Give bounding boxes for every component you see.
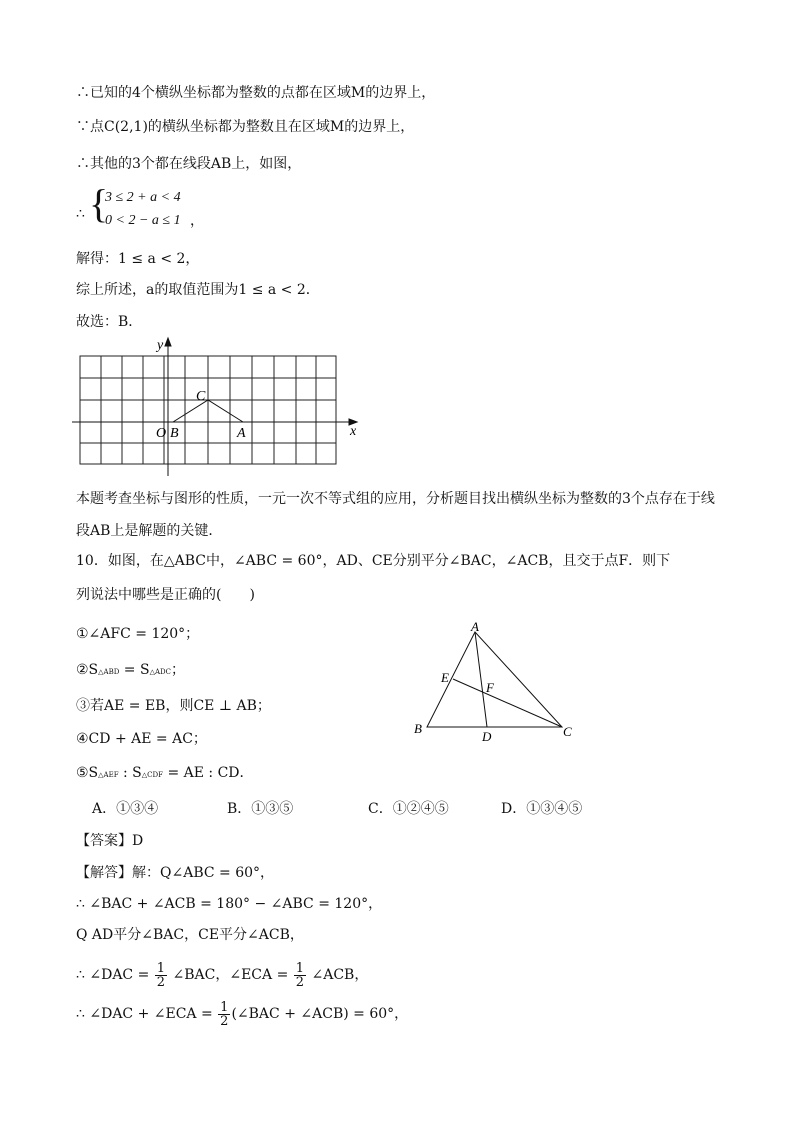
system-row-2: 0 < 2 − a ≤ 1 (105, 213, 181, 228)
system-prefix: ∴ (76, 206, 85, 222)
statement-1: ①∠AFC = 120°； (76, 626, 200, 642)
fraction-half: $\frac{1}{2}$ (220, 999, 229, 1029)
text-line: 本题考查坐标与图形的性质，一元一次不等式组的应用，分析题目找出横纵坐标为整数的3个点存在于线 (76, 491, 715, 507)
statement-3: ③若AE = EB，则CE ⊥ AB； (76, 698, 271, 714)
axes (72, 338, 357, 476)
fraction-half: $\frac{1}{2}$ (156, 960, 166, 990)
label-O: O (156, 426, 167, 441)
option-c: C．①②④⑤ (368, 801, 449, 817)
statement-5: ⑤S△AEF : S△CDF = AE : CD． (76, 765, 254, 781)
statement-4: ④CD + AE = AC； (76, 731, 207, 747)
system-row-1: 3 ≤ 2 + a < 4 (105, 190, 181, 205)
fraction-half: $\frac{1}{2}$ (295, 960, 305, 990)
text-line: 故选：B． (76, 314, 143, 330)
label-x: x (350, 424, 357, 439)
solution-line-4: ∴ ∠DAC = $\frac{1}{2}$ ∠BAC，∠ECA = $\frac{1}{2}$ ∠ACB， (76, 960, 369, 990)
label-y: y (157, 338, 164, 353)
system-suffix: ， (190, 213, 204, 229)
question-10: 10．如图，在△ABC中，∠ABC = 60°，AD、CE分别平分∠BAC，∠ACB，且交于点F．则下 (76, 553, 671, 569)
solution-line-5: ∴ ∠DAC + ∠ECA = $\frac{1}{2}$ (∠BAC + ∠ACB) = 60°， (76, 999, 409, 1029)
label-A: A (237, 426, 246, 441)
label-F: F (486, 680, 494, 695)
grid-lines (80, 356, 336, 464)
statement-2: ②S△ABD = S△ADC； (76, 662, 186, 678)
answer: 【答案】D (76, 833, 144, 849)
solution-line-3: Q AD平分∠BAC，CE平分∠ACB， (76, 927, 304, 943)
label-B: B (414, 721, 422, 736)
solution-line-1: 【解答】解：Q∠ABC = 60°， (76, 865, 275, 881)
solution-line-2: ∴ ∠BAC + ∠ACB = 180° − ∠ABC = 120°， (76, 896, 383, 912)
label-B: B (170, 426, 179, 441)
text-line: 解得：1 ≤ a < 2， (76, 251, 200, 267)
triangle-figure (410, 618, 590, 746)
text-line: ∴已知的4个横纵坐标都为整数的点都在区域M的边界上， (76, 85, 436, 101)
segment-ce (453, 679, 562, 727)
label-E: E (441, 670, 449, 685)
text-line: ∴其他的3个都在线段AB上，如图， (76, 156, 302, 172)
option-b: B．①③⑤ (227, 801, 294, 817)
y-axis-arrow (165, 338, 171, 346)
label-D: D (482, 729, 492, 744)
label-A: A (471, 619, 479, 634)
option-a: A．①③④ (92, 801, 159, 817)
question-10-cont: 列说法中哪些是正确的( ) (76, 587, 255, 603)
text-line: 综上所述，a的取值范围为1 ≤ a < 2． (76, 282, 320, 298)
option-d: D．①③④⑤ (501, 801, 583, 817)
text-line: 段AB上是解题的关键． (76, 523, 223, 539)
grid-figure (70, 334, 370, 476)
left-brace: { (89, 181, 109, 226)
label-C: C (196, 389, 206, 404)
text-line: ∵点C(2,1)的横纵坐标都为整数且在区域M的边界上， (76, 119, 415, 135)
label-C: C (563, 724, 572, 739)
